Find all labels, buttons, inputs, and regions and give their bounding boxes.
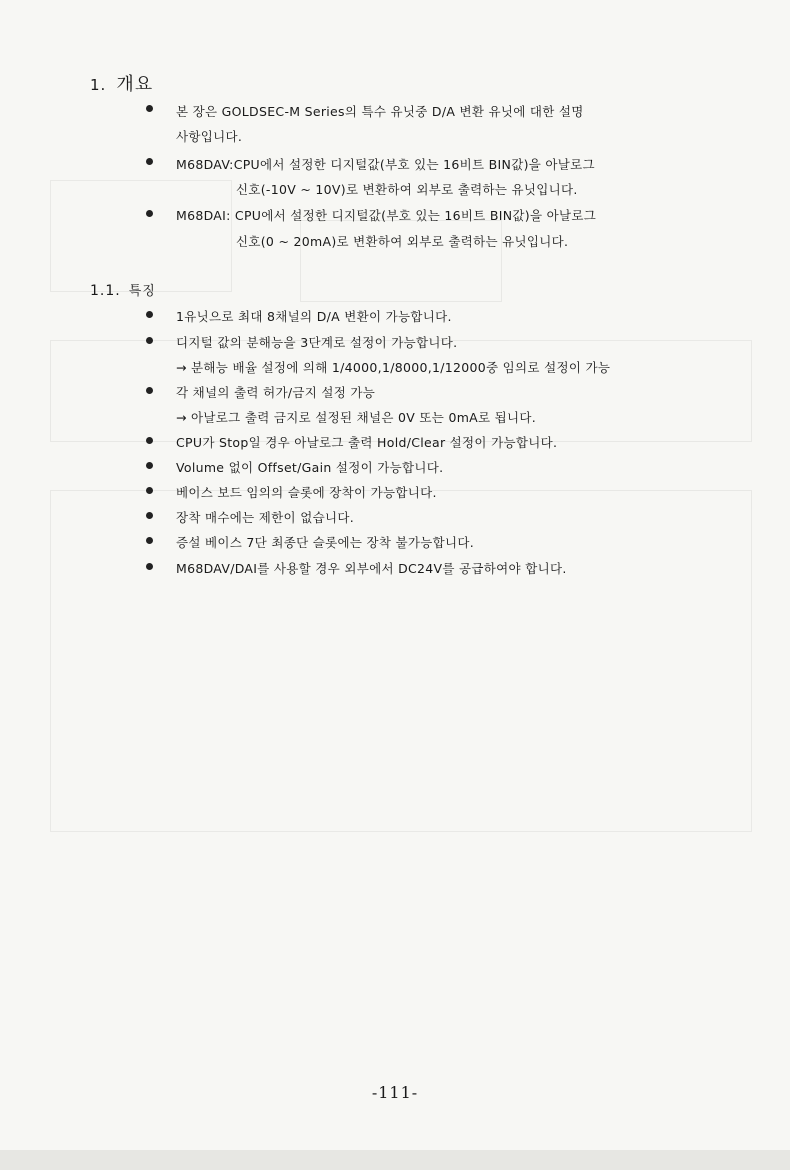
section-heading bbox=[90, 70, 153, 96]
section-number: 1. bbox=[90, 76, 107, 94]
feature-subnote: → 분해능 배율 설정에 의해 1/4000,1/8000,1/12000중 임의로 설정이 가능 bbox=[176, 360, 611, 375]
subsection-heading bbox=[90, 280, 156, 299]
intro-bullet-1-line2: 사항입니다. bbox=[176, 129, 243, 144]
feature-item: Volume 없이 Offset/Gain 설정이 가능합니다. bbox=[176, 460, 444, 475]
bullet-dot bbox=[146, 462, 153, 469]
bullet-dot bbox=[146, 387, 153, 394]
feature-item: 디지털 값의 분해능을 3단계로 설정이 가능합니다. bbox=[176, 335, 458, 350]
bullet-dot bbox=[146, 158, 153, 165]
bullet-dot bbox=[146, 563, 153, 570]
feature-item: 각 채널의 출력 허가/금지 설정 가능 bbox=[176, 385, 376, 400]
feature-item: M68DAV/DAI를 사용할 경우 외부에서 DC24V를 공급하여야 합니다. bbox=[176, 561, 567, 576]
feature-item: 증설 베이스 7단 최종단 슬롯에는 장착 불가능합니다. bbox=[176, 535, 475, 550]
feature-subnote: → 아날로그 출력 금지로 설정된 채널은 0V 또는 0mA로 됩니다. bbox=[176, 410, 537, 425]
feature-item: CPU가 Stop일 경우 아날로그 출력 Hold/Clear 설정이 가능합니다. bbox=[176, 435, 558, 450]
page-number: -111- bbox=[371, 1083, 419, 1102]
feature-item: 장착 매수에는 제한이 없습니다. bbox=[176, 510, 354, 525]
intro-bullet-2-line1: M68DAV:CPU에서 설정한 디지털값(부호 있는 16비트 BIN값)을 아날로그 bbox=[176, 157, 595, 172]
bullet-dot bbox=[146, 512, 153, 519]
subsection-title: 특징 bbox=[128, 284, 156, 299]
subsection-number: 1.1. bbox=[90, 283, 121, 299]
intro-bullet-3-line1: M68DAI: CPU에서 설정한 디지털값(부호 있는 16비트 BIN값)을 아날로그 bbox=[176, 208, 597, 223]
section-title: 개요 bbox=[116, 74, 154, 95]
scan-edge bbox=[0, 1150, 790, 1170]
intro-bullet-1-line1: 본 장은 GOLDSEC-M Series의 특수 유닛중 D/A 변환 유닛에 대한 설명 bbox=[176, 104, 584, 119]
bullet-dot bbox=[146, 537, 153, 544]
intro-bullet-2-line2: 신호(-10V ~ 10V)로 변환하여 외부로 출력하는 유닛입니다. bbox=[236, 182, 578, 197]
bullet-dot bbox=[146, 437, 153, 444]
bullet-dot bbox=[146, 337, 153, 344]
bullet-dot bbox=[146, 487, 153, 494]
bullet-dot bbox=[146, 210, 153, 217]
feature-item: 1유닛으로 최대 8채널의 D/A 변환이 가능합니다. bbox=[176, 309, 452, 324]
intro-bullet-3-line2: 신호(0 ~ 20mA)로 변환하여 외부로 출력하는 유닛입니다. bbox=[236, 234, 569, 249]
bleed-through-ghost bbox=[50, 160, 780, 860]
bullet-dot bbox=[146, 311, 153, 318]
bullet-dot bbox=[146, 105, 153, 112]
feature-item: 베이스 보드 임의의 슬롯에 장착이 가능합니다. bbox=[176, 485, 437, 500]
